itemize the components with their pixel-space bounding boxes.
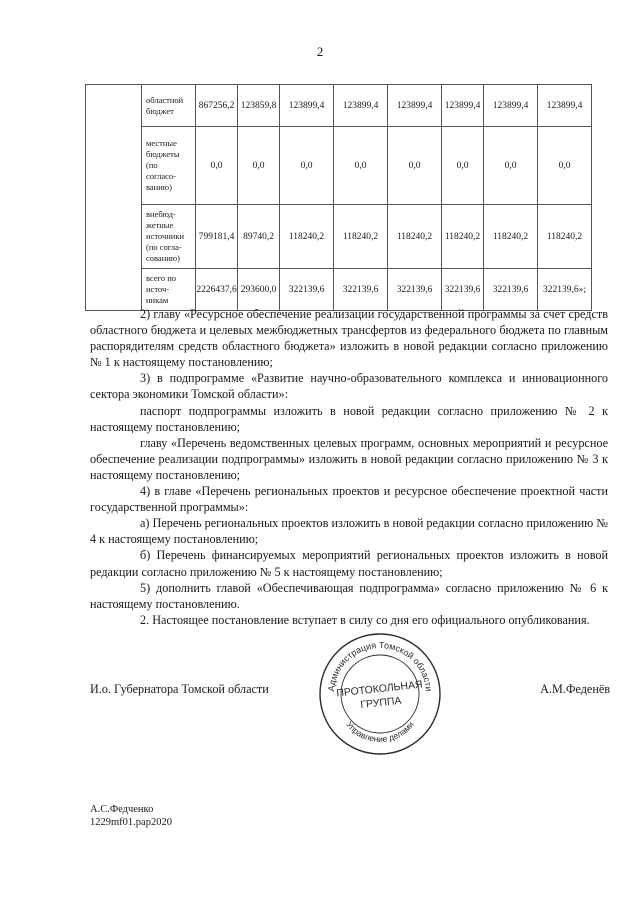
value-cell: 0,0 bbox=[442, 127, 484, 205]
stamp-bottom-text: Управление делами bbox=[344, 719, 416, 745]
value-cell: 123899,4 bbox=[334, 85, 388, 127]
footer-author: А.С.Федченко bbox=[90, 804, 154, 815]
funding-source-cell bbox=[142, 205, 196, 269]
value-cell: 118240,2 bbox=[442, 205, 484, 269]
value-cell: 118240,2 bbox=[388, 205, 442, 269]
funding-source-line: (по согла- bbox=[146, 242, 182, 252]
value-cell: 118240,2 bbox=[538, 205, 592, 269]
funding-source-line: (по bbox=[146, 160, 158, 170]
value-cell: 123859,8 bbox=[238, 85, 280, 127]
value-cell: 0,0 bbox=[484, 127, 538, 205]
funding-source-line: никам bbox=[146, 295, 169, 305]
value-cell: 0,0 bbox=[238, 127, 280, 205]
value-cell: 322139,6 bbox=[442, 269, 484, 311]
paragraph: 3) в подпрограмме «Развитие научно-образовательного комплекса и инновационного сектора экономики Томской области»: bbox=[90, 371, 608, 402]
paragraph: 2) главу «Ресурсное обеспечение реализации государственной программы за счет средств областного бюджета и целевых межбюджетных трансфертов из федерального бюджета по главным распорядителям средств областного бюджета» изложить в новой редакции согласно приложению № 1 к настоящему постановлению; bbox=[90, 307, 608, 370]
value-cell: 293600,0 bbox=[238, 269, 280, 311]
table-row bbox=[86, 127, 592, 205]
funding-source-cell bbox=[142, 269, 196, 311]
funding-source-line: источники bbox=[146, 231, 185, 241]
funding-source-line: внебюд- bbox=[146, 209, 176, 219]
value-cell: 89740,2 bbox=[238, 205, 280, 269]
value-cell: 123899,4 bbox=[538, 85, 592, 127]
value-cell: 118240,2 bbox=[484, 205, 538, 269]
signatory-position: И.о. Губернатора Томской области bbox=[90, 682, 269, 696]
stamp-outer-text: Администрация Томской области bbox=[326, 639, 434, 692]
funding-source-line: бюджет bbox=[146, 105, 174, 116]
paragraph: главу «Перечень ведомственных целевых программ, основных мероприятий и ресурсное обеспечение реализации подпрограммы» изложить в новой редакции согласно приложению № 3 к настоящему постановлению; bbox=[90, 435, 608, 482]
budget-table bbox=[85, 84, 592, 311]
funding-source-line: согласо- bbox=[146, 171, 176, 181]
stamp-center-line1: ПРОТОКОЛЬНАЯ bbox=[335, 678, 424, 700]
paragraph: б) Перечень финансируемых мероприятий региональных проектов изложить в новой редакции согласно приложению № 5 к настоящему постановлению; bbox=[90, 548, 608, 579]
funding-source-line: жетные bbox=[146, 220, 174, 230]
value-cell: 118240,2 bbox=[334, 205, 388, 269]
value-cell: 322139,6»; bbox=[538, 269, 592, 311]
funding-source-line: сованию) bbox=[146, 253, 180, 263]
table-row bbox=[86, 269, 592, 311]
paragraph: 5) дополнить главой «Обеспечивающая подпрограмма» согласно приложению № 6 к настоящему постановлению. bbox=[90, 580, 608, 611]
funding-source-line: бюджеты bbox=[146, 149, 180, 159]
paragraph: 2. Настоящее постановление вступает в силу со дня его официального опубликования. bbox=[140, 612, 590, 627]
value-cell: 799181,4 bbox=[196, 205, 238, 269]
paragraph: паспорт подпрограммы изложить в новой редакции согласно приложению № 2 к настоящему постановлению; bbox=[90, 403, 608, 434]
funding-source-line: ванию) bbox=[146, 182, 172, 192]
value-cell: 123899,4 bbox=[484, 85, 538, 127]
value-cell: 0,0 bbox=[334, 127, 388, 205]
paragraph: 4) в главе «Перечень региональных проектов и ресурсное обеспечение проектной части государственной программы»: bbox=[90, 484, 608, 515]
funding-source-line: всего по bbox=[146, 273, 177, 283]
value-cell: 0,0 bbox=[280, 127, 334, 205]
table-row bbox=[86, 85, 592, 127]
value-cell: 322139,6 bbox=[334, 269, 388, 311]
stamp-center-line2: ГРУППА bbox=[359, 694, 403, 712]
value-cell: 0,0 bbox=[388, 127, 442, 205]
value-cell: 123899,4 bbox=[280, 85, 334, 127]
value-cell: 322139,6 bbox=[280, 269, 334, 311]
svg-text:Управление делами bbox=[344, 719, 416, 744]
official-stamp-icon bbox=[316, 630, 444, 758]
value-cell: 123899,4 bbox=[388, 85, 442, 127]
document-body bbox=[90, 306, 608, 628]
funding-source-line: источ- bbox=[146, 284, 170, 294]
value-cell: 0,0 bbox=[196, 127, 238, 205]
paragraph: а) Перечень региональных проектов изложить в новой редакции согласно приложению № 4 к настоящему постановлению; bbox=[90, 516, 608, 547]
value-cell: 118240,2 bbox=[280, 205, 334, 269]
value-cell: 123899,4 bbox=[442, 85, 484, 127]
table-empty-cell bbox=[86, 85, 142, 311]
signatory-name: А.М.Феденёв bbox=[540, 682, 610, 696]
funding-source-line: местные bbox=[146, 138, 177, 148]
funding-source-cell bbox=[142, 127, 196, 205]
funding-source-cell bbox=[142, 85, 196, 127]
value-cell: 2226437,6 bbox=[196, 269, 238, 311]
table-row bbox=[86, 205, 592, 269]
value-cell: 322139,6 bbox=[484, 269, 538, 311]
footer-file: 1229mf01.pap2020 bbox=[90, 817, 172, 828]
funding-source-line: областной bbox=[146, 94, 184, 105]
value-cell: 322139,6 bbox=[388, 269, 442, 311]
value-cell: 867256,2 bbox=[196, 85, 238, 127]
value-cell: 0,0 bbox=[538, 127, 592, 205]
page-number: 2 bbox=[316, 44, 324, 59]
footer bbox=[90, 803, 172, 829]
